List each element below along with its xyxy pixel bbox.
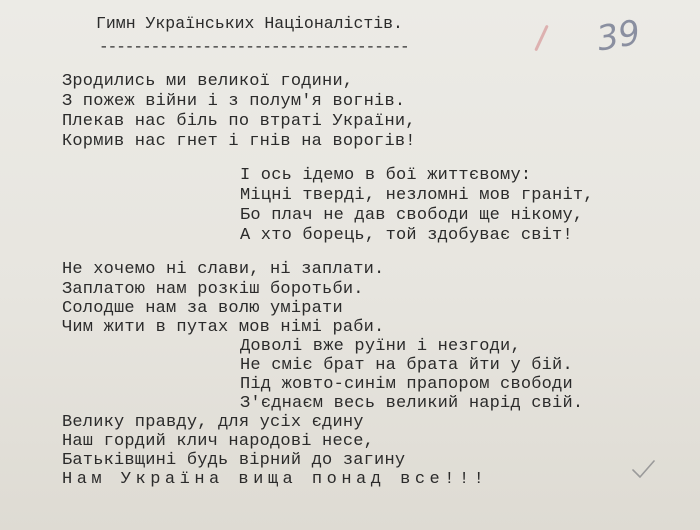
- red-pencil-mark: [534, 25, 549, 52]
- verse-line: Наш гордий клич народові несе,: [62, 432, 375, 451]
- verse-line: Плекав нас біль по втраті України,: [62, 112, 416, 131]
- verse-line: Заплатою нам розкіш боротьби.: [62, 280, 364, 299]
- check-mark-icon: [630, 458, 656, 482]
- title-underline: ------------------------------------: [99, 38, 409, 56]
- verse-line: Доволі вже руїни і незгоди,: [240, 337, 521, 356]
- verse-line: Бо плач не дав свободи ще нікому,: [240, 206, 584, 225]
- verse-line: Солодше нам за волю умірати: [62, 299, 343, 318]
- page-number: 39: [593, 12, 644, 60]
- document-title: Гимн Українських Націоналістів.: [96, 14, 403, 33]
- verse-line: Під жовто-синім прапором свободи: [240, 375, 573, 394]
- verse-line: З'єднаєм весь великий нарід свій.: [240, 394, 584, 413]
- verse-line: Не сміє брат на брата йти у бій.: [240, 356, 573, 375]
- verse-line: Батьківщині будь вірний до загину: [62, 451, 406, 470]
- verse-line: Чим жити в путах мов німі раби.: [62, 318, 385, 337]
- verse-line: Зродились ми великої години,: [62, 72, 354, 91]
- verse-line: Кормив нас гнет і гнів на ворогів!: [62, 132, 416, 151]
- verse-line: А хто борець, той здобуває світ!: [240, 226, 573, 245]
- verse-line: Не хочемо ні слави, ні заплати.: [62, 260, 385, 279]
- verse-line: Міцні тверді, незломні мов граніт,: [240, 186, 594, 205]
- verse-line-final: Нам Україна вища понад все!!!: [62, 470, 489, 489]
- verse-line: І ось ідемо в бої життєвому:: [240, 166, 532, 185]
- verse-line: З пожеж війни і з полум'я вогнів.: [62, 92, 406, 111]
- verse-line: Велику правду, для усіх єдину: [62, 413, 364, 432]
